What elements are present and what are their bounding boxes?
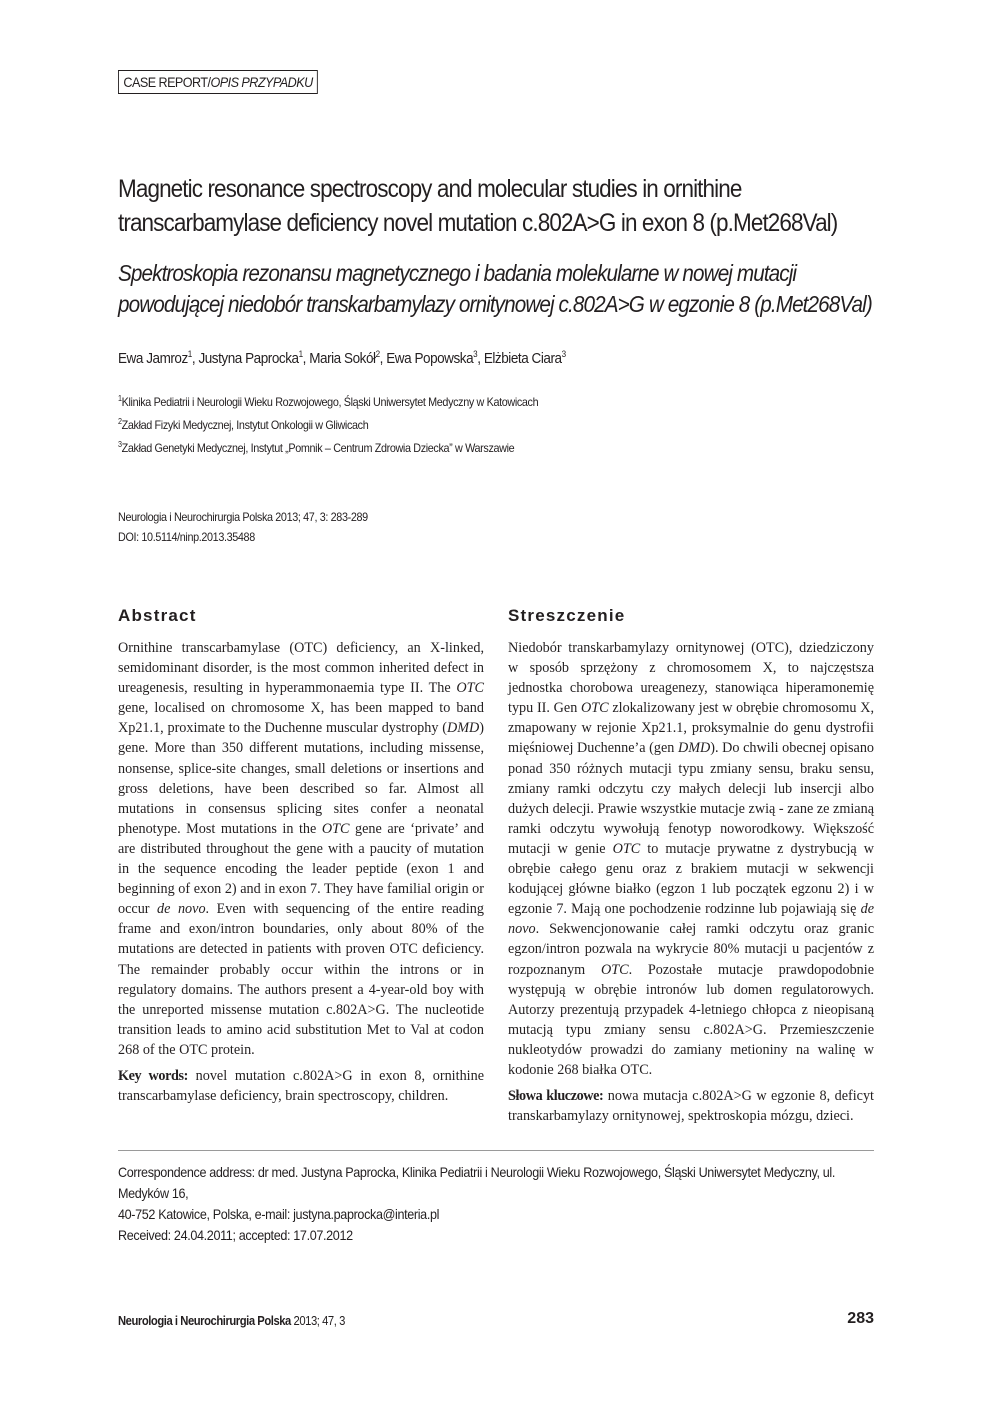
abstract-column xyxy=(118,638,484,1106)
author-list: Ewa Jamroz$^1$, Justyna Paprocka$^1$, Maria Sokół$^2$, Ewa Popowska$^3$, Elżbieta Ciara$^3$ xyxy=(118,349,566,367)
section-label-en: CASE REPORT/ xyxy=(123,74,211,90)
article-title-line-2: transcarbamylase deficiency novel mutation c.802A>G in exon 8 (p.Met268Val) xyxy=(118,209,838,237)
received-dates: Received: 24.04.2011; accepted: 17.07.2012 xyxy=(118,1227,353,1243)
article-title-line-1: Magnetic resonance spectroscopy and molecular studies in ornithine xyxy=(118,175,742,203)
abstract-heading: Abstract xyxy=(118,606,197,625)
article-title-pl-line-2: powodującej niedobór transkarbamylazy ornitynowej c.802A>G w egzonie 8 (p.Met268Val) xyxy=(118,291,872,317)
streszczenie-body: Niedobór transkarbamylazy ornitynowej (OTC), dziedziczony w sposób sprzężony z chromosomem X, to najczęstsza jednostka chorobowa ureagenezy, stanowiąca hiperamonemię typu II. Gen OTC zlokalizowany jest w obrębie chromosomu X, zmapowany w rejonie Xp21.1, proksymalnie do genu dystrofii mięśniowej Duchenne’a (gen DMD). Do chwili obecnej opisano ponad 350 różnych mutacji typu zmiany sensu, braku sensu, zmiany ramki odczytu czy małych delecji lub insercji albo dużych delecji. Prawie wszystkie mutacje zwią - zane ze zmianą ramki odczytu wywołują fenotyp noworodkowy. Większość mutacji w genie OTC to mutacje prywatne z dystrybucją w obrębie całego genu oraz z brakiem mutacji w sekwencji kodującej główne białko (egzon 1 lub początek egzonu 2) i w egzonie 7. Mają one pochodzenie rodzinne lub pojawiają się de novo. Sekwencjonowanie całej ramki odczytu oraz granic egzon/intron pozwala na wykrycie 80% mutacji u pacjentów z rozpoznanym OTC. Pozostałe mutacje prawdopodobnie występują w obrębie intronów lub domen regulatorowych. Autorzy prezentują przypadek 4-letniego chłopca z nieopisaną mutacją typu zmiany sensu c.802A>G. Przemieszczenie nukleotydów prowadzi do zamiany metioniny na walinę w kodonie 268 białka OTC. xyxy=(508,640,875,1078)
affiliation: $^2$Zakład Fizyki Medycznej, Instytut Onkologii w Gliwicach xyxy=(118,417,369,432)
streszczenie-keywords: Słowa kluczowe: nowa mutacja c.802A>G w egzonie 8, deficyt transkarbamylazy ornitynowej, spektroskopia mózgu, dzieci. xyxy=(508,1088,874,1125)
citation-doi: DOI: 10.5114/ninp.2013.35488 xyxy=(118,530,255,544)
affiliation: $^3$Zakład Genetyki Medycznej, Instytut „Pomnik – Centrum Zdrowia Dziecka” w Warszawie xyxy=(118,440,515,455)
citation-block xyxy=(118,507,478,547)
author: Ewa Jamroz$^1$ xyxy=(118,349,192,367)
footnote-divider xyxy=(118,1150,874,1151)
author: Ewa Popowska$^3$ xyxy=(386,349,478,367)
article-title-pl-line-1: Spektroskopia rezonansu magnetycznego i badania molekularne w nowej mutacji xyxy=(118,260,797,286)
article-title xyxy=(118,172,879,240)
affiliation: $^1$Klinika Pediatrii i Neurologii Wieku Rozwojowego, Śląski Uniwersytet Medyczny w Katowicach xyxy=(118,394,539,409)
footer-journal: Neurologia i Neurochirurgia Polska 2013; 47, 3 xyxy=(118,1314,345,1328)
section-label-pl: OPIS PRZYPADKU xyxy=(210,74,313,90)
correspondence-block xyxy=(118,1162,874,1246)
citation-journal: Neurologia i Neurochirurgia Polska 2013; 47, 3: 283-289 xyxy=(118,510,368,524)
author: Maria Sokół$^2$ xyxy=(309,349,380,367)
article-title-pl xyxy=(118,258,879,320)
author: Justyna Paprocka$^1$ xyxy=(198,349,303,367)
author: Elżbieta Ciara$^3$ xyxy=(483,349,566,367)
correspondence-line-2: 40-752 Katowice, Polska, e-mail: justyna.paprocka@interia.pl xyxy=(118,1206,440,1222)
streszczenie-column xyxy=(508,638,874,1126)
abstract-body: Ornithine transcarbamylase (OTC) deficiency, an X-linked, semidominant disorder, is the most common inherited defect in ureagenesis, resulting in hyperammonaemia type II. The OTC gene, localised on chromosome X, has been mapped to band Xp21.1, proximate to the Duchenne muscular dystrophy (DMD) gene. More than 350 different mutations, including missense, nonsense, splice-site changes, small deletions or insertions and gross deletions, have been described so far. Almost all mutations in consensus splicing sites confer a neonatal phenotype. Most mutations in the OTC gene are ‘private’ and are distributed throughout the gene with a paucity of mutation in the sequence encoding the leader peptide (exon 1 and beginning of exon 2) and in exon 7. They have familial origin or occur de novo. Even with sequencing of the entire reading frame and exon/intron boundaries, only about 80% of the mutations are detected in patients with proven OTC deficiency. The remainder probably occur within the introns or in regulatory domains. The authors present a 4-year-old boy with the unreported missense mutation c.802A>G. The nucleotide transition leads to amino acid substitution Met to Val at codon 268 of the OTC protein. xyxy=(118,640,484,1058)
section-label xyxy=(118,70,318,94)
abstract-keywords: Key words: novel mutation c.802A>G in exon 8, ornithine transcarbamylase deficiency, brain spectroscopy, children. xyxy=(118,1067,484,1105)
correspondence-line-1: Correspondence address: dr med. Justyna Paprocka, Klinika Pediatrii i Neurologii Wieku Rozwojowego, Śląski Uniwersytet Medyczny, ul. Medyków 16, xyxy=(118,1164,835,1201)
page-number: 283 xyxy=(847,1310,874,1327)
affiliation-list xyxy=(118,389,622,458)
streszczenie-heading: Streszczenie xyxy=(508,606,626,625)
